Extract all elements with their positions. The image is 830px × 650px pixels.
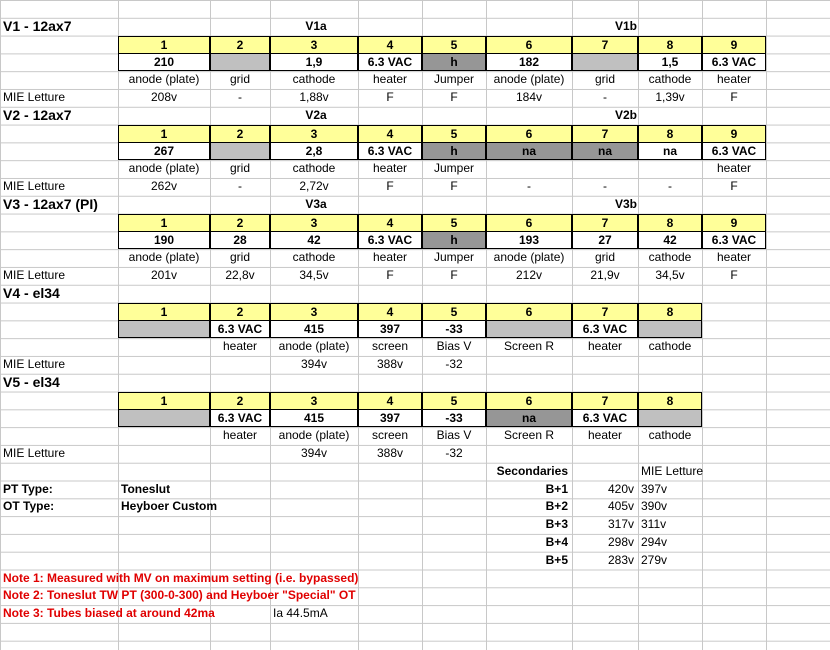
v4-pin-4[interactable]: 4 [358,303,422,321]
v3-mie-1[interactable]: 201v [150,268,178,282]
v5-pin-label-8[interactable]: cathode [648,428,692,443]
ot-label[interactable]: OT Type: [3,499,55,514]
v1-mie-9[interactable]: F [730,90,738,104]
v2-pin-1[interactable]: 1 [118,125,210,143]
v3-pin-label-4[interactable]: heater [372,250,408,265]
v5-pin-4[interactable]: 4 [358,392,422,410]
v3-pin-label-8[interactable]: cathode [648,250,692,265]
secondary-name[interactable]: B+5 [545,552,568,567]
v4-value-6[interactable] [486,320,572,338]
grid-line [766,0,767,650]
v1-left-label[interactable]: V1a [305,18,327,33]
secondary-value[interactable]: 283v [607,552,634,567]
v2-value-5[interactable]: h [422,142,486,160]
pt-value[interactable]: Toneslut [121,481,171,496]
v2-pin-label-1[interactable]: anode (plate) [128,161,200,176]
ia-value[interactable]: Ia 44.5mA [273,606,328,621]
v4-title[interactable]: V4 - el34 [3,284,60,301]
v1-value-7[interactable] [572,53,638,71]
v1-pin-4[interactable]: 4 [358,36,422,54]
v2-pin-label-3[interactable]: cathode [292,161,336,176]
v3-pin-5[interactable]: 5 [422,214,486,232]
v4-pin-2[interactable]: 2 [210,303,270,321]
v2-pin-8[interactable]: 8 [638,125,702,143]
v5-pin-label-5[interactable]: Bias V [436,428,472,443]
v2-pin-7[interactable]: 7 [572,125,638,143]
v3-mie-label[interactable]: MIE Letture [3,268,66,282]
v2-mie-label[interactable]: MIE Letture [3,179,66,193]
v3-pin-label-6[interactable]: anode (plate) [493,250,565,265]
v5-pin-3[interactable]: 3 [270,392,358,410]
v4-pin-5[interactable]: 5 [422,303,486,321]
v4-pin-8[interactable]: 8 [638,303,702,321]
v3-pin-1[interactable]: 1 [118,214,210,232]
v4-value-7[interactable]: 6.3 VAC [572,320,638,338]
v3-mie-5[interactable]: F [450,268,458,282]
v2-pin-label-5[interactable]: Jumper [433,161,474,176]
v2-mie-1[interactable]: 262v [150,179,178,193]
secondaries-mie-header[interactable]: MIE Letture [641,463,704,478]
v5-mie-7[interactable] [572,445,638,463]
v1-mie-1[interactable]: 208v [150,90,178,104]
secondary-name[interactable]: B+3 [545,517,568,532]
v5-mie-label[interactable]: MIE Letture [3,446,66,460]
v2-value-3[interactable]: 2,8 [270,142,358,160]
v5-pin-5[interactable]: 5 [422,392,486,410]
v3-value-9[interactable]: 6.3 VAC [702,231,766,249]
v1-value-9[interactable]: 6.3 VAC [702,53,766,71]
v2-pin-3[interactable]: 3 [270,125,358,143]
v2-pin-9[interactable]: 9 [702,125,766,143]
v4-mie-7[interactable] [572,356,638,374]
v2-value-6[interactable]: na [486,142,572,160]
v2-mie-6[interactable]: - [527,179,531,193]
v2-pin-label-2[interactable]: grid [229,161,250,176]
secondary-name[interactable]: B+4 [545,535,568,549]
v3-title[interactable]: V3 - 12ax7 (PI) [3,195,98,212]
v4-mie-8[interactable] [638,356,702,374]
v3-mie-2[interactable]: 22,8v [225,268,255,282]
v1-pin-6[interactable]: 6 [486,36,572,54]
secondary-value[interactable]: 317v [607,517,634,532]
secondary-value[interactable]: 405v [607,499,634,514]
v2-value-4[interactable]: 6.3 VAC [358,142,422,160]
secondary-name[interactable]: B+2 [545,499,568,514]
v5-mie-5[interactable]: -32 [445,446,463,460]
v2-value-9[interactable]: 6.3 VAC [702,142,766,160]
v3-pin-label-1[interactable]: anode (plate) [128,250,200,265]
v2-value-1[interactable]: 267 [118,142,210,160]
v5-pin-label-6[interactable]: Screen R [503,428,555,443]
v3-value-3[interactable]: 42 [270,231,358,249]
v4-pin-label-5[interactable]: Bias V [436,339,472,354]
v4-mie-label[interactable]: MIE Letture [3,357,66,371]
v3-value-6[interactable]: 193 [486,231,572,249]
v1-pin-3[interactable]: 3 [270,36,358,54]
v2-pin-4[interactable]: 4 [358,125,422,143]
v5-pin-label-2[interactable]: heater [222,428,258,443]
v4-pin-6[interactable]: 6 [486,303,572,321]
v1-mie-label[interactable]: MIE Letture [3,90,66,104]
secondary-name[interactable]: B+1 [545,481,568,496]
v1-pin-label-7[interactable]: grid [594,72,615,87]
v5-mie-4[interactable]: 388v [376,446,404,460]
v3-pin-6[interactable]: 6 [486,214,572,232]
v5-mie-3[interactable]: 394v [300,446,328,460]
v2-right-label[interactable]: V2b [614,107,637,122]
v3-mie-7[interactable]: 21,9v [590,268,620,282]
v3-value-2[interactable]: 28 [210,231,270,249]
v5-value-4[interactable]: 397 [358,409,422,427]
v5-value-8[interactable] [638,409,702,427]
v2-mie-4[interactable]: F [386,179,394,193]
v5-value-7[interactable]: 6.3 VAC [572,409,638,427]
v1-pin-label-2[interactable]: grid [229,72,250,87]
v4-value-1[interactable] [118,320,210,338]
v2-pin-6[interactable]: 6 [486,125,572,143]
v3-mie-6[interactable]: 212v [515,268,543,282]
v2-pin-label-7[interactable] [572,160,638,178]
v2-pin-5[interactable]: 5 [422,125,486,143]
v3-pin-2[interactable]: 2 [210,214,270,232]
v1-pin-label-3[interactable]: cathode [292,72,336,87]
v3-pin-label-5[interactable]: Jumper [433,250,474,265]
v4-pin-3[interactable]: 3 [270,303,358,321]
v2-value-2[interactable] [210,142,270,160]
v1-right-label[interactable]: V1b [614,18,637,33]
v5-mie-1[interactable] [118,445,210,463]
v4-value-2[interactable]: 6.3 VAC [210,320,270,338]
secondary-mie[interactable]: 397v [641,481,668,496]
v2-pin-label-6[interactable] [486,160,572,178]
v5-value-2[interactable]: 6.3 VAC [210,409,270,427]
v1-value-5[interactable]: h [422,53,486,71]
v2-pin-2[interactable]: 2 [210,125,270,143]
v1-pin-5[interactable]: 5 [422,36,486,54]
v3-pin-3[interactable]: 3 [270,214,358,232]
v4-value-4[interactable]: 397 [358,320,422,338]
v3-value-7[interactable]: 27 [572,231,638,249]
note-1[interactable]: Note 1: Measured with MV on maximum setting (i.e. bypassed) [3,570,359,585]
v2-value-7[interactable]: na [572,142,638,160]
v5-pin-label-7[interactable]: heater [587,428,623,443]
secondary-value[interactable]: 298v [607,535,634,549]
v5-pin-7[interactable]: 7 [572,392,638,410]
v3-pin-8[interactable]: 8 [638,214,702,232]
v1-pin-label-1[interactable]: anode (plate) [128,72,200,87]
v3-mie-3[interactable]: 34,5v [299,268,329,282]
v5-pin-label-1[interactable] [118,427,210,445]
v1-pin-label-9[interactable]: heater [716,72,752,87]
v4-pin-label-7[interactable]: heater [587,339,623,354]
secondary-value[interactable]: 420v [607,481,634,496]
v4-mie-3[interactable]: 394v [300,357,328,371]
v1-mie-3[interactable]: 1,88v [299,90,329,104]
v5-pin-2[interactable]: 2 [210,392,270,410]
v5-title[interactable]: V5 - el34 [3,373,60,390]
v1-mie-6[interactable]: 184v [515,90,543,104]
v1-mie-2[interactable]: - [238,90,242,104]
v5-pin-label-4[interactable]: screen [371,428,409,443]
v4-pin-1[interactable]: 1 [118,303,210,321]
secondary-mie[interactable]: 311v [641,517,667,532]
v1-pin-2[interactable]: 2 [210,36,270,54]
v4-value-3[interactable]: 415 [270,320,358,338]
ot-value[interactable]: Heyboer Custom [121,499,218,514]
v3-mie-9[interactable]: F [730,268,738,282]
v1-pin-7[interactable]: 7 [572,36,638,54]
v5-pin-1[interactable]: 1 [118,392,210,410]
v5-mie-2[interactable] [210,445,270,463]
v4-pin-label-1[interactable] [118,338,210,356]
pt-label[interactable]: PT Type: [3,481,53,496]
v2-mie-7[interactable]: - [603,179,607,193]
v5-value-5[interactable]: -33 [422,409,486,427]
v4-mie-6[interactable] [486,356,572,374]
v3-value-5[interactable]: h [422,231,486,249]
v4-pin-label-2[interactable]: heater [222,339,258,354]
v3-pin-9[interactable]: 9 [702,214,766,232]
v1-value-4[interactable]: 6.3 VAC [358,53,422,71]
v3-right-label[interactable]: V3b [614,196,637,211]
v4-mie-5[interactable]: -32 [445,357,463,371]
v2-mie-5[interactable]: F [450,179,458,193]
v1-mie-8[interactable]: 1,39v [655,90,685,104]
v2-mie-3[interactable]: 2,72v [299,179,329,193]
v5-pin-label-3[interactable]: anode (plate) [278,428,350,443]
v4-pin-label-6[interactable]: Screen R [503,339,555,354]
v1-pin-8[interactable]: 8 [638,36,702,54]
v2-pin-label-8[interactable] [638,160,702,178]
v5-mie-8[interactable] [638,445,702,463]
v1-value-1[interactable]: 210 [118,53,210,71]
v3-value-1[interactable]: 190 [118,231,210,249]
v3-left-label[interactable]: V3a [305,196,327,211]
v2-pin-label-4[interactable]: heater [372,161,408,176]
v5-value-3[interactable]: 415 [270,409,358,427]
v1-mie-4[interactable]: F [386,90,394,104]
v2-mie-2[interactable]: - [238,179,242,193]
v4-pin-7[interactable]: 7 [572,303,638,321]
v2-left-label[interactable]: V2a [305,107,327,122]
v1-pin-9[interactable]: 9 [702,36,766,54]
v3-pin-4[interactable]: 4 [358,214,422,232]
v1-value-8[interactable]: 1,5 [638,53,702,71]
secondary-mie[interactable]: 390v [641,499,668,514]
v1-pin-label-6[interactable]: anode (plate) [493,72,565,87]
v1-value-3[interactable]: 1,9 [270,53,358,71]
v3-pin-label-3[interactable]: cathode [292,250,336,265]
v4-mie-4[interactable]: 388v [376,357,404,371]
v1-value-2[interactable] [210,53,270,71]
note-2[interactable]: Note 2: Toneslut TW PT (300-0-300) and Heyboer "Special" OT [3,588,356,603]
v3-value-4[interactable]: 6.3 VAC [358,231,422,249]
v3-pin-label-7[interactable]: grid [594,250,615,265]
v3-pin-label-2[interactable]: grid [229,250,250,265]
v3-mie-4[interactable]: F [386,268,394,282]
v4-mie-1[interactable] [118,356,210,374]
v5-value-1[interactable] [118,409,210,427]
note-3[interactable]: Note 3: Tubes biased at around 42ma [3,606,215,621]
secondary-mie[interactable]: 294v [641,535,668,549]
v1-mie-5[interactable]: F [450,90,458,104]
v5-pin-6[interactable]: 6 [486,392,572,410]
v5-pin-8[interactable]: 8 [638,392,702,410]
v4-mie-2[interactable] [210,356,270,374]
secondaries-header[interactable]: Secondaries [496,463,568,478]
v5-mie-6[interactable] [486,445,572,463]
secondary-mie[interactable]: 279v [641,552,668,567]
v4-pin-label-4[interactable]: screen [371,339,409,354]
v2-mie-9[interactable]: F [730,179,738,193]
v4-value-5[interactable]: -33 [422,320,486,338]
v1-pin-1[interactable]: 1 [118,36,210,54]
v3-pin-label-9[interactable]: heater [716,250,752,265]
v2-mie-8[interactable]: - [668,179,672,193]
v3-pin-7[interactable]: 7 [572,214,638,232]
v1-pin-label-8[interactable]: cathode [648,72,692,87]
v1-value-6[interactable]: 182 [486,53,572,71]
v4-value-8[interactable] [638,320,702,338]
v3-mie-8[interactable]: 34,5v [655,268,685,282]
v2-pin-label-9[interactable]: heater [716,161,752,176]
v3-value-8[interactable]: 42 [638,231,702,249]
v4-pin-label-3[interactable]: anode (plate) [278,339,350,354]
v4-pin-label-8[interactable]: cathode [648,339,692,354]
v2-title[interactable]: V2 - 12ax7 [3,106,72,123]
v1-pin-label-4[interactable]: heater [372,72,408,87]
v5-value-6[interactable]: na [486,409,572,427]
v1-title[interactable]: V1 - 12ax7 [3,17,72,34]
v1-mie-7[interactable]: - [603,90,607,104]
v1-pin-label-5[interactable]: Jumper [433,72,474,87]
v2-value-8[interactable]: na [638,142,702,160]
